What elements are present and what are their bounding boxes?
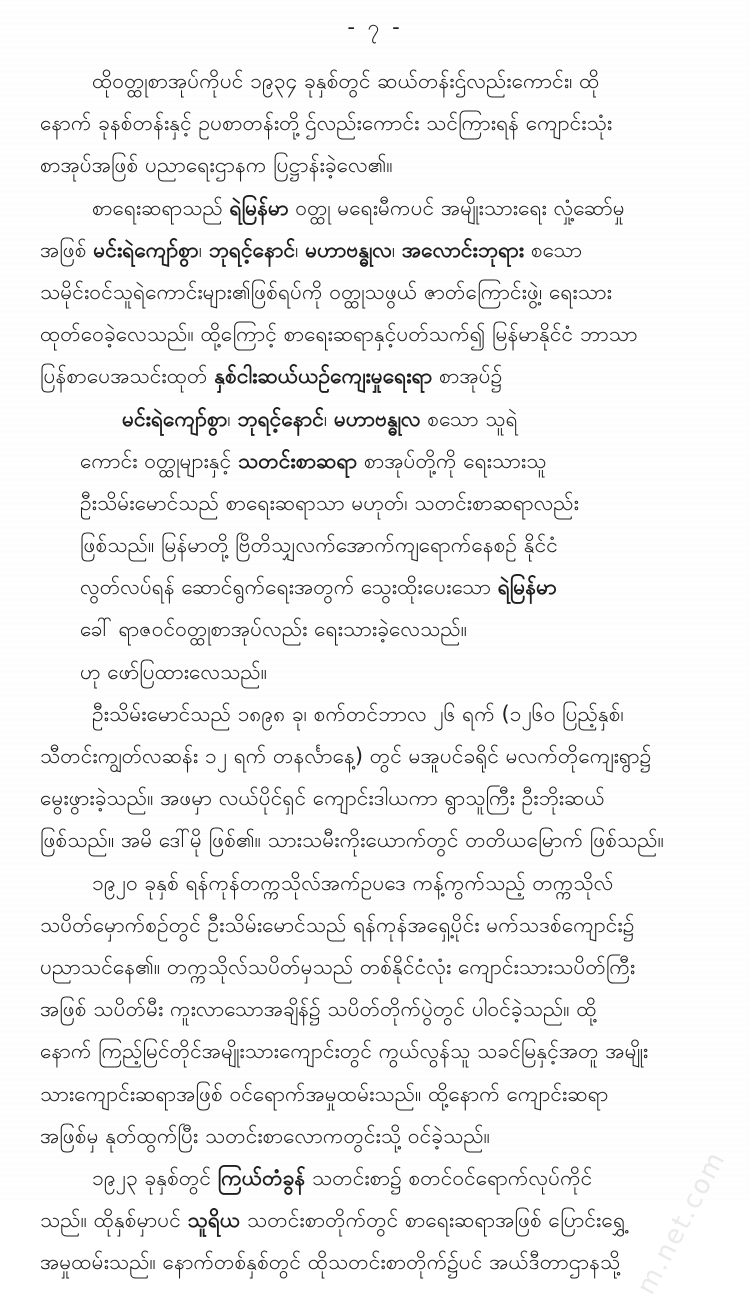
text-segment: ဖြစ်သည်။ အမိ ဒေါ်မို ဖြစ်၏။ သားသမီးကိုးယောက်တွင် တတိယမြောက် ဖြစ်သည်။ xyxy=(40,828,664,853)
bold-text-segment: မင်းရဲကျော်စွာ xyxy=(93,237,199,262)
watermark: m.net.com xyxy=(631,1145,732,1300)
text-segment: ၊ xyxy=(391,237,402,262)
text-segment: စာအုပ်အဖြစ် ပညာရေးဌာနက ပြဋ္ဌာန်းခဲ့လေ၏။ xyxy=(40,153,393,178)
text-segment: သားကျောင်းဆရာအဖြစ် ဝင်ရောက်အမှုထမ်းသည်။ ထို့နောက် ကျောင်းဆရာ xyxy=(40,1081,609,1106)
text-segment: ထုတ်ဝေခဲ့လေသည်။ ထို့ကြောင့် စာရေးဆရာနှင့်ပတ်သက်၍ မြန်မာနိုင်ငံ ဘာသာ xyxy=(40,322,638,347)
text-segment: ၊ xyxy=(323,406,334,431)
text-segment: သပိတ်မှောက်စဉ်တွင် ဦးသိမ်းမောင်သည် ရန်ကုန်အရှေ့ပိုင်း မက်သဒစ်ကျောင်း၌ xyxy=(40,912,635,937)
bold-text-segment: ကြယ်တံခွန် xyxy=(217,1165,306,1190)
text-segment: အမှုထမ်းသည်။ နောက်တစ်နှစ်တွင် ထိုသတင်းစာတိုက်၌ပင် အယ်ဒီတာဌာနသို့ xyxy=(40,1250,621,1275)
text-line xyxy=(40,862,730,904)
text-segment: ဖြစ်သည်။ မြန်မာတို့ ဗြိတိသျှလက်အောက်ကျရောက်နေစဉ် နိုင်ငံ xyxy=(80,533,558,558)
text-line xyxy=(40,651,730,693)
bold-text-segment: ဘုရင့်နောင် xyxy=(237,406,324,431)
text-segment: နောက် ခုနစ်တန်းနှင့် ဥပစာတန်းတို့ဌ်လည်းကောင်း သင်ကြားရန် ကျောင်းသုံး xyxy=(40,111,613,136)
text-line xyxy=(40,398,730,440)
text-line xyxy=(40,271,730,313)
text-segment: ၀တ္ထု မရေးမီကပင် အမျိုးသားရေး လှုံ့ဆော်မှု xyxy=(288,195,625,220)
text-segment: အဖြစ်မှ နုတ်ထွက်ပြီး သတင်းစာလောကတွင်းသို့ ၀င်ခဲ့သည်။ xyxy=(40,1123,491,1148)
text-segment: ၁၉၂၃ ခုနှစ်တွင် xyxy=(92,1165,218,1190)
text-segment: သည်။ ထိုနှစ်မှာပင် xyxy=(40,1208,188,1233)
bold-text-segment: နှစ်ငါးဆယ်ယဉ်ကျေးမှုရေးရာ xyxy=(214,364,433,389)
text-segment: ဟု ဖော်ပြထားလေသည်။ xyxy=(80,659,268,684)
text-line xyxy=(40,1157,730,1199)
bold-text-segment: အလောင်းဘုရား xyxy=(401,237,525,262)
body-text xyxy=(40,60,730,1283)
text-segment: ၊ xyxy=(295,237,306,262)
text-line xyxy=(40,1073,730,1115)
text-line xyxy=(40,988,730,1030)
text-line xyxy=(40,355,730,397)
text-line xyxy=(40,229,730,271)
text-line xyxy=(40,735,730,777)
text-line xyxy=(40,1030,730,1072)
bold-text-segment: မင်းရဲကျော်စွာ xyxy=(122,406,228,431)
bold-text-segment: မဟာဗန္ဓုလ xyxy=(333,406,421,431)
bold-text-segment: သူရိယ xyxy=(187,1208,241,1233)
text-line xyxy=(40,777,730,819)
text-segment: ဦးသိမ်းမောင်သည် စာရေးဆရာသာ မဟုတ်၊ သတင်းစာဆရာလည်း xyxy=(80,490,579,515)
text-line xyxy=(40,946,730,988)
text-line xyxy=(40,608,730,650)
text-segment: ၊ xyxy=(227,406,238,431)
text-segment: ၊ xyxy=(198,237,209,262)
bold-text-segment: မဟာဗန္ဓုလ xyxy=(305,237,392,262)
text-line xyxy=(40,313,730,355)
text-segment: စာရေးဆရာသည် xyxy=(92,195,230,220)
text-line xyxy=(40,693,730,735)
text-line xyxy=(40,1115,730,1157)
text-line xyxy=(40,566,730,608)
page-number: - ၇ - xyxy=(347,15,403,39)
text-segment: လွတ်လပ်ရန် ဆောင်ရွက်ရေးအတွက် သွေးထိုးပေးသော xyxy=(80,575,498,600)
text-line xyxy=(40,102,730,144)
text-line xyxy=(40,819,730,861)
text-segment: ဦးသိမ်းမောင်သည် ၁၈၉၈ ခု၊ စက်တင်ဘာလ ၂၆ ရက် (၁၂၆၀ ပြည့်နှစ်၊ xyxy=(92,701,624,726)
text-segment: ထို၀တ္ထုစာအုပ်ကိုပင် ၁၉၃၄ ခုနှစ်တွင် ဆယ်တန်းဌ်လည်းကောင်း၊ ထို xyxy=(92,69,600,93)
text-segment: မွေးဖွားခဲ့သည်။ အဖမှာ လယ်ပိုင်ရှင် ကျောင်းဒါယကာ ရွာသူကြီး ဦးဘိုးဆယ် xyxy=(40,786,605,811)
text-segment: စသော xyxy=(524,237,583,262)
text-line xyxy=(40,1199,730,1241)
text-segment: ခေါ် ရာဇ၀င်၀တ္ထုစာအုပ်လည်း ရေးသားခဲ့လေသည်။ xyxy=(80,617,468,642)
text-segment: ကောင်း ၀တ္ထုများနှင့် xyxy=(80,448,238,473)
bold-text-segment: ရဲမြန်မာ xyxy=(229,195,289,220)
text-segment: သမိုင်း၀င်သူရဲကောင်းများ၏ဖြစ်ရပ်ကို ၀တ္ထုသဖွယ် ဇာတ်ကြောင်းဖွဲ့၊ ရေးသား xyxy=(40,279,613,304)
text-line xyxy=(40,60,730,102)
text-segment: စသော သူရဲ xyxy=(420,406,518,431)
text-segment: သီတင်းကျွတ်လဆန်း ၁၂ ရက် တနင်္လာနေ့) တွင် မအူပင်ခရိုင် မလက်တိုကျေးရွာ၌ xyxy=(40,744,652,768)
text-segment: နောက် ကြည့်မြင်တိုင်အမျိုးသားကျောင်းတွင် ကွယ်လွန်သူ သခင်မြနှင့်အတူ အမျိုး xyxy=(40,1039,649,1064)
text-segment: သတင်းစာ၌ စတင်ဝင်ရောက်လုပ်ကိုင် xyxy=(305,1165,593,1190)
bold-text-segment: ဘုရင့်နောင် xyxy=(208,237,296,262)
text-segment: အဖြစ် xyxy=(40,237,94,262)
bold-text-segment: ရဲမြန်မာ xyxy=(497,575,557,600)
text-segment: စာအုပ်တို့ကို ရေးသားသူ xyxy=(357,448,547,473)
text-segment: ပညာသင်နေ၏။ တက္ကသိုလ်သပိတ်မှသည် တစ်နိုင်ငံလုံး ကျောင်းသားသပိတ်ကြီး xyxy=(40,954,636,979)
text-segment: သတင်းစာတိုက်တွင် စာရေးဆရာအဖြစ် ပြောင်းရွှေ့ xyxy=(240,1208,626,1233)
text-segment: ၁၉၂၀ ခုနှစ် ရန်ကုန်တက္ကသိုလ်အက်ဥပဒေ ကန့်ကွက်သည့် တက္ကသိုလ် xyxy=(92,870,614,895)
text-line xyxy=(40,440,730,482)
bold-text-segment: သတင်းစာဆရာ xyxy=(237,448,358,473)
text-segment: အဖြစ် သပိတ်မီး ကူးလာသောအချိန်၌ သပိတ်တိုက်ပွဲတွင် ပါ၀င်ခဲ့သည်။ ထို့ xyxy=(40,997,597,1022)
text-line xyxy=(40,524,730,566)
text-line xyxy=(40,1241,730,1283)
text-segment: ပြန်စာပေအသင်းထုတ် xyxy=(40,364,215,389)
text-segment: စာအုပ်၌ xyxy=(432,364,503,389)
text-line xyxy=(40,144,730,186)
text-line xyxy=(40,482,730,524)
text-line xyxy=(40,187,730,229)
text-line xyxy=(40,904,730,946)
